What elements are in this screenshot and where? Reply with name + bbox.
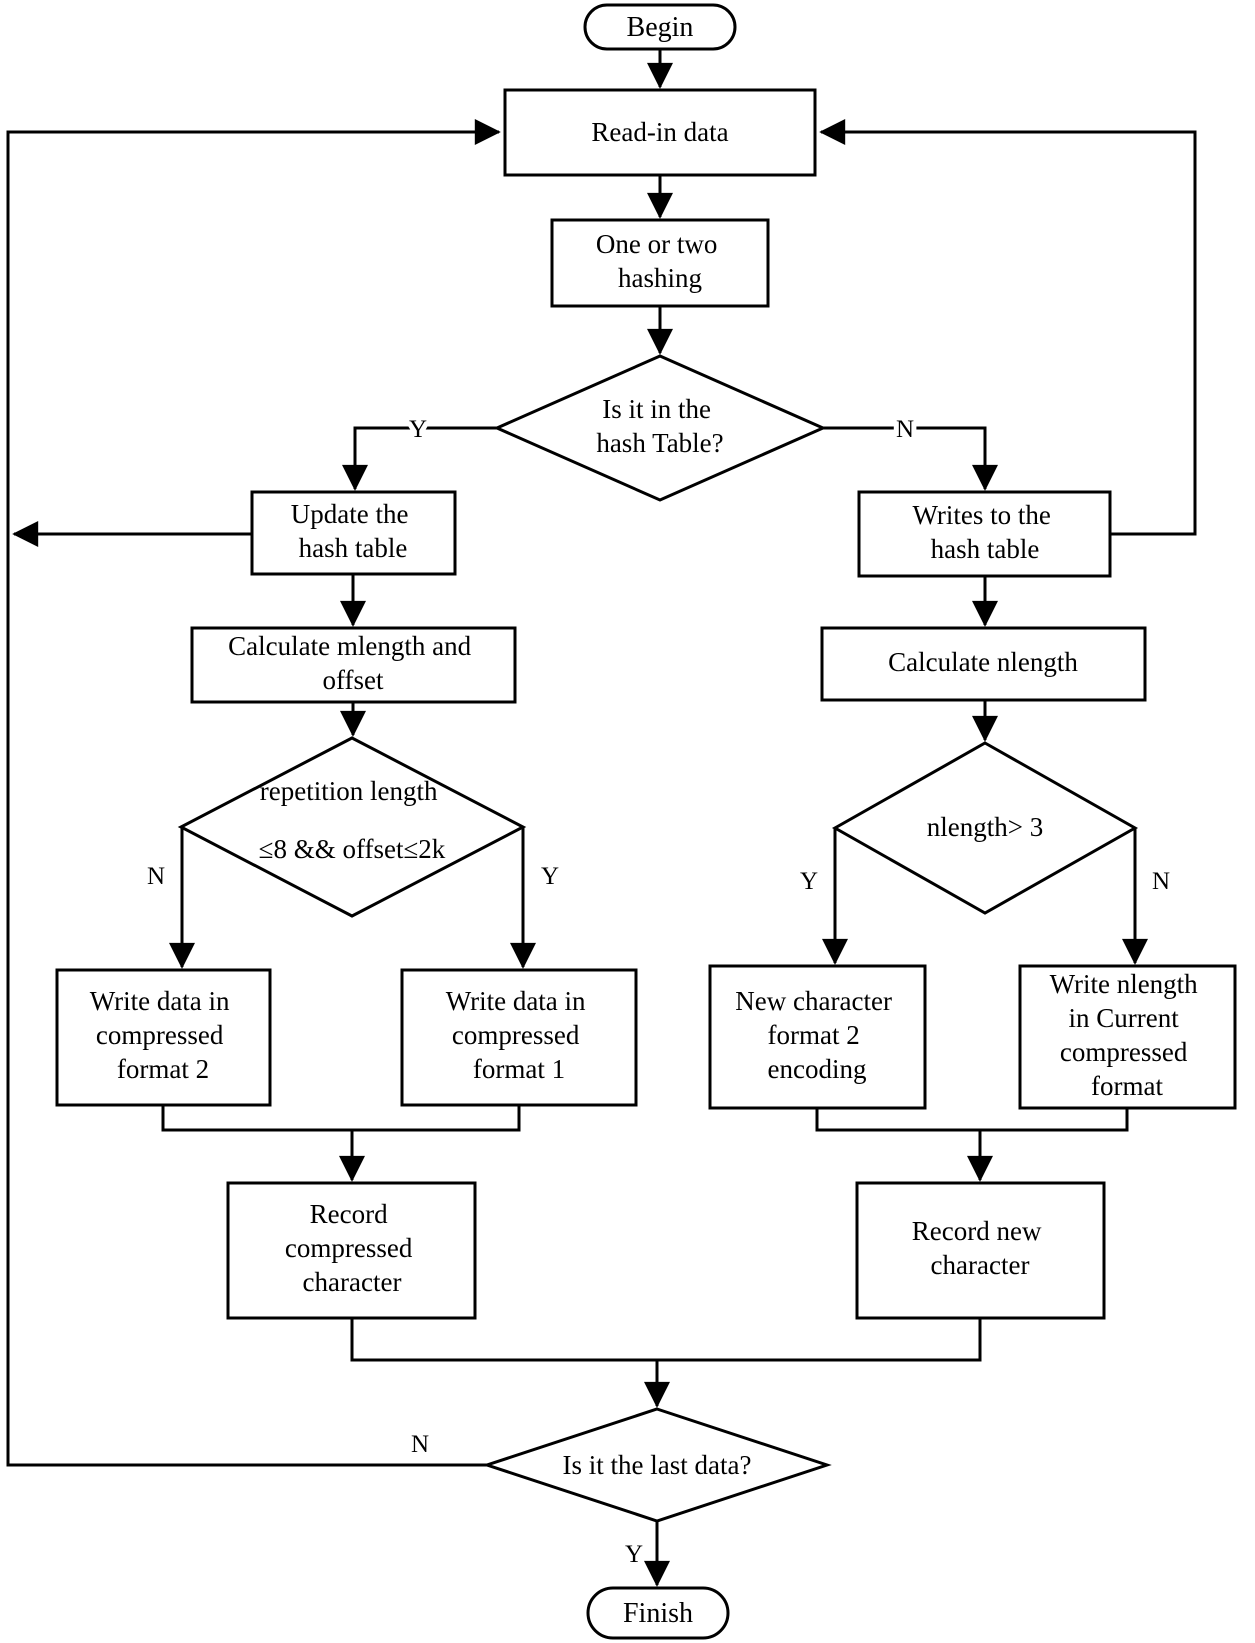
edge-newchar-merge: [817, 1108, 1127, 1130]
node-finish: [588, 1588, 728, 1638]
writes-label-line2: hash table: [930, 534, 1040, 564]
recordcompressed-label-line2: compressed: [284, 1233, 413, 1263]
edge-record-merge: [352, 1318, 980, 1360]
lastcheck-label: Is it the last data?: [562, 1450, 752, 1480]
recordcompressed-label-line3: character: [302, 1267, 402, 1297]
nlength-label: nlength> 3: [926, 812, 1044, 842]
node-read-in-data: [505, 90, 815, 175]
node-new-char-encoding: [710, 966, 925, 1108]
label-nlength-yes: Y: [799, 868, 819, 895]
finish-label: Finish: [622, 1598, 694, 1629]
calcmlength-label-line2: offset: [322, 665, 384, 695]
format2-label-line2: compressed: [95, 1020, 224, 1050]
begin-label: Begin: [626, 12, 694, 43]
format2-label-line3: format 2: [116, 1054, 210, 1084]
node-calculate-nlength: [822, 628, 1145, 700]
repetition-label-line2: ≤8 && offset≤2k: [258, 834, 446, 864]
node-write-nlength: [1020, 966, 1235, 1108]
label-repetition-no: N: [146, 863, 166, 890]
writenlength-label-line4: format: [1091, 1071, 1163, 1101]
hashcheck-label-line1: Is it in the: [602, 394, 711, 424]
node-hash-table-check: [497, 356, 823, 500]
node-record-compressed: [228, 1183, 475, 1318]
edge-writes-loop-readin: [821, 132, 1195, 534]
hashing-label-line1: One or two: [595, 229, 718, 259]
label-hashcheck-no: N: [895, 416, 915, 443]
hashcheck-label-line2: hash Table?: [596, 428, 724, 458]
node-last-data-check: [487, 1409, 827, 1521]
edge-format-merge: [163, 1105, 519, 1130]
node-writes-hash-table: [859, 492, 1110, 576]
format1-label-line1: Write data in: [445, 986, 586, 1016]
format2-label-line1: Write data in: [89, 986, 230, 1016]
node-update-hash-table: [252, 492, 455, 574]
label-nlength-no: N: [1151, 868, 1171, 895]
repetition-label-line1: repetition length: [259, 776, 438, 806]
update-label-line2: hash table: [298, 533, 408, 563]
node-begin: [585, 5, 735, 49]
newchar-label-line3: encoding: [767, 1054, 867, 1084]
node-record-new: [857, 1183, 1104, 1318]
node-calculate-mlength-offset: [192, 628, 515, 702]
newchar-label-line1: New character: [735, 986, 892, 1016]
label-hashcheck-yes: Y: [408, 416, 428, 443]
update-label-line1: Update the: [290, 499, 409, 529]
label-repetition-yes: Y: [540, 863, 560, 890]
format1-label-line2: compressed: [451, 1020, 580, 1050]
writenlength-label-line1: Write nlength: [1049, 969, 1198, 999]
calcmlength-label-line1: Calculate mlength and: [228, 631, 472, 661]
node-nlength-check: [835, 743, 1135, 913]
node-write-format2: [57, 970, 270, 1105]
repetition-decision-shape: [181, 738, 523, 916]
label-lastcheck-no: N: [410, 1431, 430, 1458]
node-write-format1: [402, 970, 636, 1105]
recordnew-label-line2: character: [930, 1250, 1030, 1280]
newchar-label-line2: format 2: [767, 1020, 860, 1050]
writenlength-label-line2: in Current: [1068, 1003, 1179, 1033]
format1-label-line3: format 1: [472, 1054, 566, 1084]
writes-label-line1: Writes to the: [912, 500, 1051, 530]
calcnlength-label: Calculate nlength: [888, 647, 1078, 677]
recordnew-label-line1: Record new: [911, 1216, 1042, 1246]
hashing-label-line2: hashing: [618, 263, 702, 293]
recordcompressed-label-line1: Record: [309, 1199, 388, 1229]
label-lastcheck-yes: Y: [624, 1541, 644, 1568]
readin-label: Read-in data: [591, 117, 729, 147]
node-one-or-two-hashing: [552, 220, 768, 306]
writenlength-label-line3: compressed: [1059, 1037, 1188, 1067]
node-repetition-check: [181, 738, 523, 916]
